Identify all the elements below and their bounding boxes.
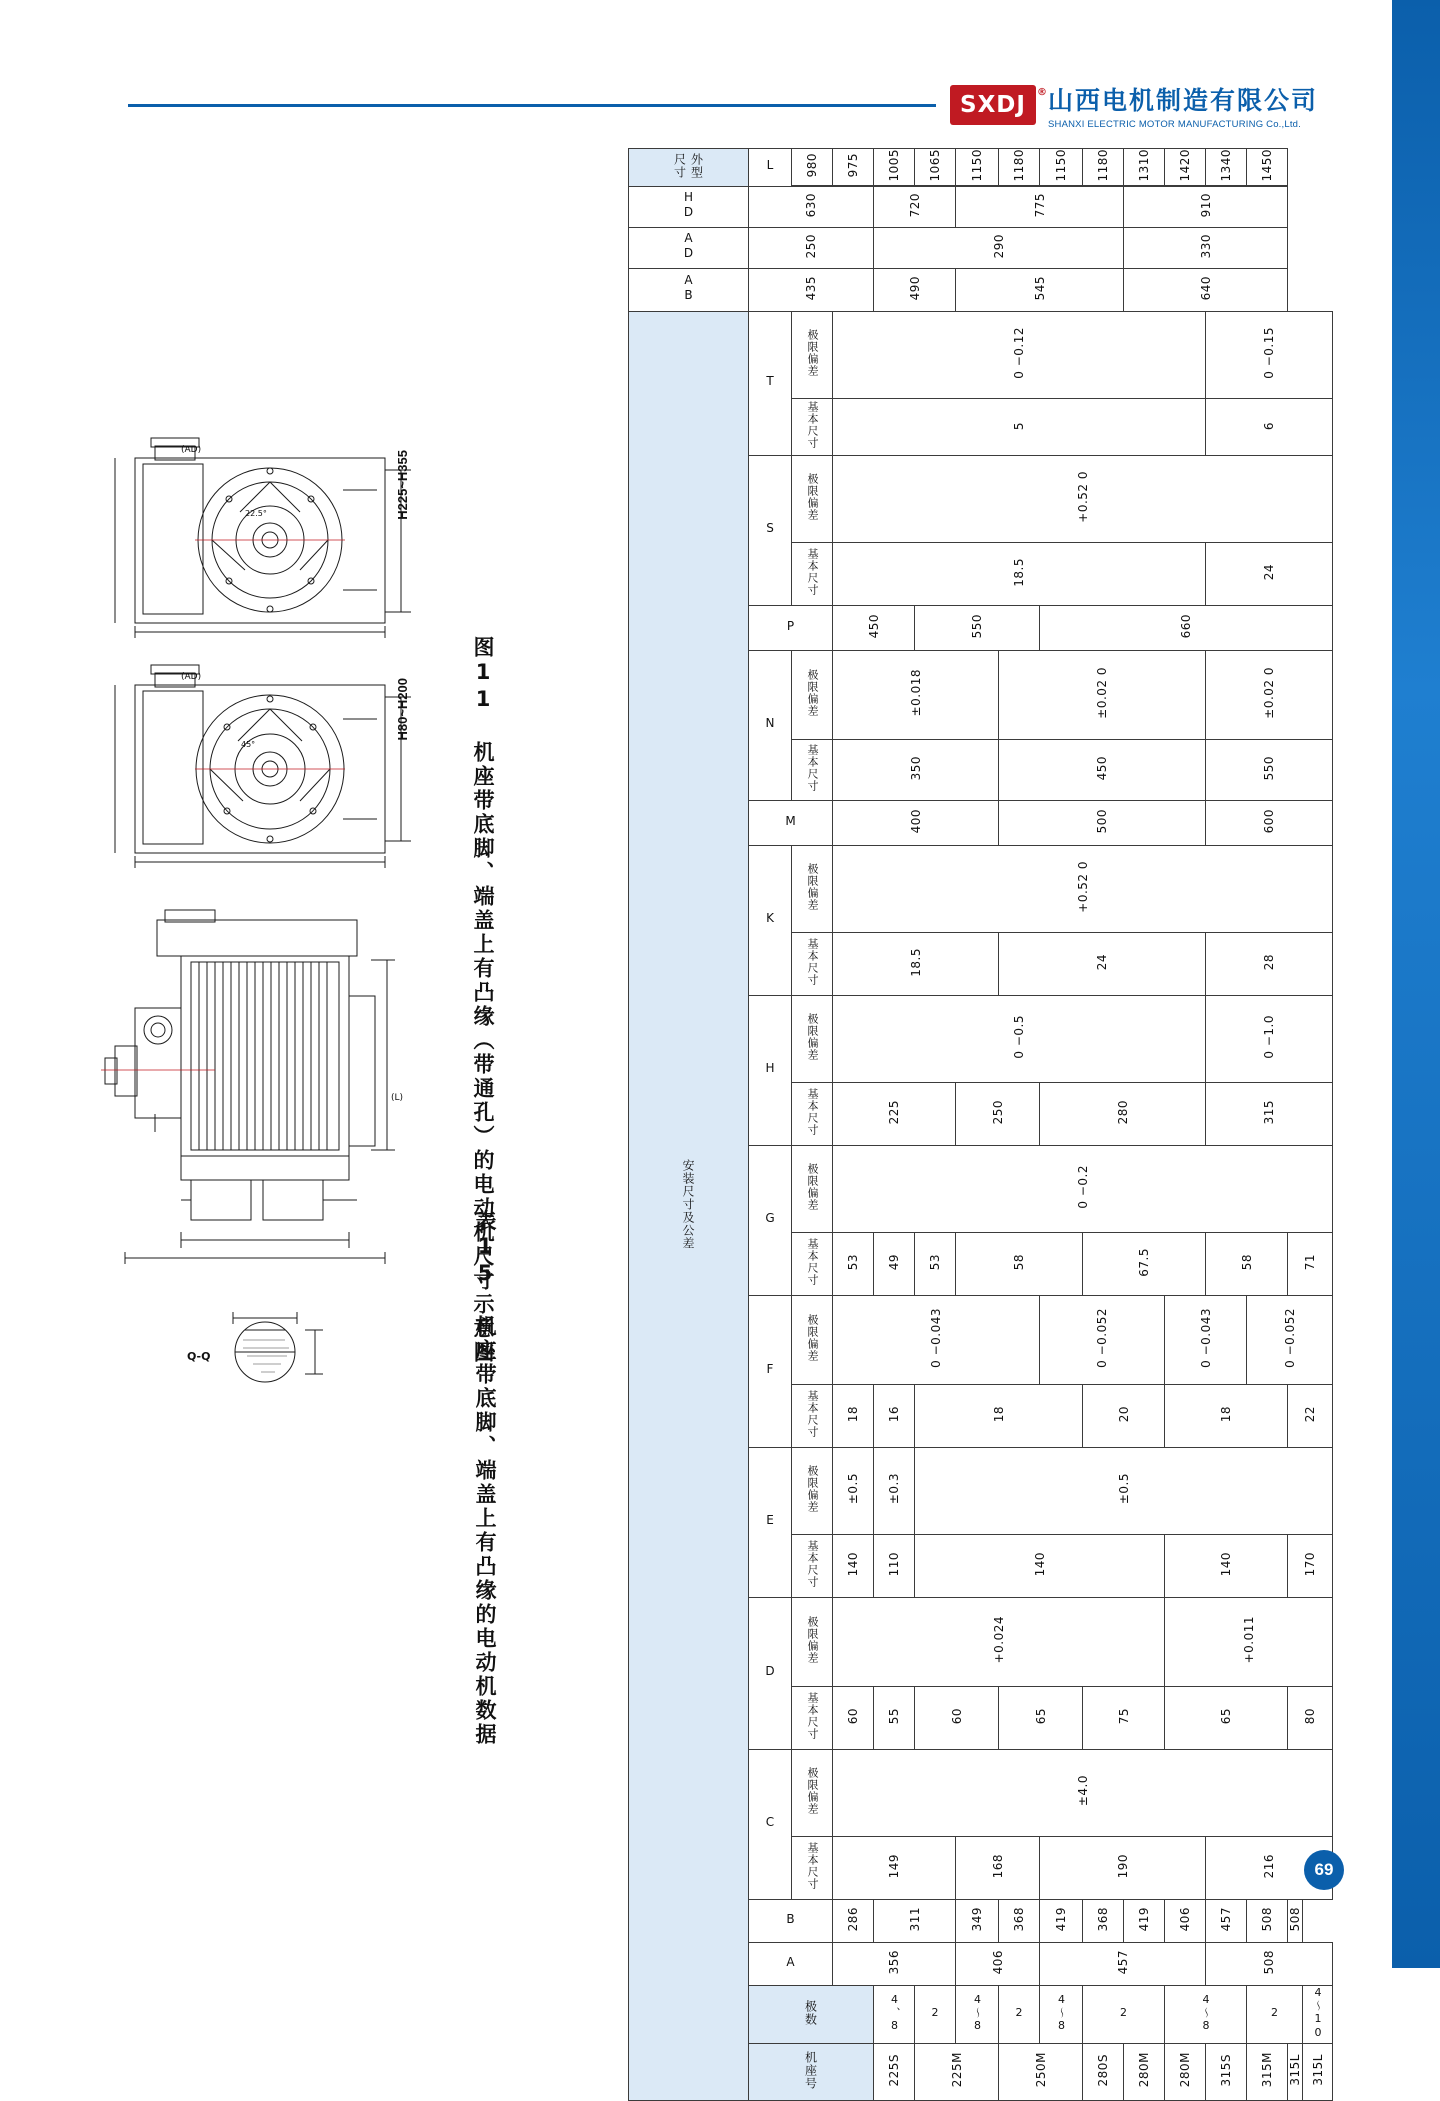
subheader-E-limit: 极限偏差 xyxy=(806,1465,819,1514)
col-header-P: P xyxy=(783,618,798,634)
cell-HD-d: 910 xyxy=(1198,192,1213,218)
col-header-B: B xyxy=(783,1911,798,1927)
cell-frame-4: 280S xyxy=(1096,2053,1110,2087)
cell-poles-6: 2 xyxy=(1117,2005,1130,2020)
figure-view-label-2: H80~H200 xyxy=(395,678,410,741)
cell-G-7: 71 xyxy=(1303,1253,1317,1271)
svg-text:(AD): (AD) xyxy=(181,672,202,682)
cell-L-8: 1150 xyxy=(1054,149,1068,182)
col-header-AB: AB xyxy=(681,273,696,304)
cell-L-3: 1005 xyxy=(887,149,901,182)
cell-M-b: 500 xyxy=(1095,808,1109,834)
brand-text xyxy=(1048,81,1318,130)
cell-AB-a: 435 xyxy=(804,275,818,301)
cell-K-basic-c: 28 xyxy=(1262,953,1276,971)
svg-text:Q-Q: Q-Q xyxy=(187,1350,211,1363)
cell-P-b: 550 xyxy=(970,613,984,639)
cell-H-basic-c: 280 xyxy=(1115,1099,1130,1125)
subheader-N-basic: 基本尺寸 xyxy=(806,744,819,793)
cell-E-5: 170 xyxy=(1303,1551,1317,1577)
cell-B-9: 457 xyxy=(1219,1906,1233,1932)
cell-D-2: 55 xyxy=(887,1707,901,1725)
cell-HD-b: 720 xyxy=(907,192,922,218)
cell-B-2: 311 xyxy=(907,1906,922,1932)
cell-F-4: 20 xyxy=(1116,1405,1131,1423)
cell-frame-3: 250M xyxy=(1033,2052,1048,2088)
cell-T-basic-a: 5 xyxy=(1012,422,1026,431)
cell-F-tol-a: 0 −0.043 xyxy=(929,1308,943,1368)
cell-AD-c: 330 xyxy=(1198,233,1213,259)
col-header-M: M xyxy=(783,813,798,829)
cell-C-1: 149 xyxy=(887,1853,901,1879)
table-row xyxy=(629,311,1333,398)
col-header-T: T xyxy=(763,374,777,390)
cell-A-2: 406 xyxy=(990,1949,1005,1975)
cell-frame-8: 315M xyxy=(1260,2052,1274,2088)
table-row xyxy=(629,186,1333,227)
subheader-S-basic: 基本尺寸 xyxy=(806,548,819,597)
cell-D-1: 60 xyxy=(846,1707,860,1725)
cell-N-tol-c: ±0.02 0 xyxy=(1262,667,1276,719)
cell-poles-3: 4～8 xyxy=(971,1992,984,2033)
cell-M-c: 600 xyxy=(1262,808,1276,834)
col-header-mount: 安装尺寸及公差 xyxy=(681,1158,695,1250)
cell-L-9: 1180 xyxy=(1096,149,1110,182)
cell-S-basic-b: 24 xyxy=(1262,563,1276,581)
cell-F-5: 18 xyxy=(1219,1405,1233,1423)
cell-HD-c: 775 xyxy=(1032,192,1047,218)
cell-H-basic-d: 315 xyxy=(1262,1099,1276,1125)
col-header-frame: 机座号 xyxy=(803,2050,818,2090)
subheader-H-basic: 基本尺寸 xyxy=(806,1088,819,1137)
cell-frame-9: 315L xyxy=(1288,2054,1302,2086)
subheader-N-limit: 极限偏差 xyxy=(806,669,819,718)
cell-H-basic-a: 225 xyxy=(887,1099,901,1125)
figure-group xyxy=(95,430,475,1560)
cell-H-tol-b: 0 −1.0 xyxy=(1262,1015,1276,1059)
cell-poles-8: 2 xyxy=(1268,2005,1281,2020)
subheader-C-limit: 极限偏差 xyxy=(806,1767,819,1816)
col-header-K: K xyxy=(763,911,777,927)
cell-T-tol-b: 0 −0.15 xyxy=(1262,327,1276,379)
subheader-K-limit: 极限偏差 xyxy=(806,863,819,912)
cell-G-1: 53 xyxy=(846,1253,860,1271)
cell-F-tol-c: 0 −0.043 xyxy=(1198,1308,1213,1368)
cell-N-tol-b: ±0.02 0 xyxy=(1095,667,1109,719)
figure-view-q-q-section xyxy=(173,1290,353,1410)
cell-E-tol-2: ±0.3 xyxy=(887,1473,901,1505)
col-header-N: N xyxy=(763,716,777,732)
cell-B-5: 419 xyxy=(1054,1906,1068,1932)
cell-M-a: 400 xyxy=(908,808,923,834)
cell-F-6: 22 xyxy=(1303,1405,1317,1423)
col-header-poles: 极数 xyxy=(803,1999,818,2026)
col-header-E: E xyxy=(763,1513,777,1529)
cell-P-a: 450 xyxy=(866,613,881,639)
cell-frame-7: 315S xyxy=(1219,2053,1233,2087)
cell-E-tol-3: ±0.5 xyxy=(1116,1473,1131,1505)
subheader-T-basic: 基本尺寸 xyxy=(806,401,819,450)
cell-H-tol-a: 0 −0.5 xyxy=(1012,1015,1026,1059)
cell-F-1: 18 xyxy=(846,1405,860,1423)
page-edge-bar-gap xyxy=(1386,0,1392,1968)
subheader-H-limit: 极限偏差 xyxy=(806,1013,819,1062)
table-row xyxy=(629,149,1333,186)
cell-L-6: 1150 xyxy=(970,149,984,182)
brand-name-cn: 山西电机制造有限公司 xyxy=(1047,85,1318,115)
cell-C-tol: ±4.0 xyxy=(1075,1775,1090,1807)
cell-L-15: 1450 xyxy=(1260,149,1274,182)
col-header-H: H xyxy=(763,1061,777,1077)
col-header-S: S xyxy=(763,521,777,537)
cell-G-5: 67.5 xyxy=(1137,1247,1151,1277)
cell-F-2: 16 xyxy=(887,1405,901,1423)
page-number-badge: 69 xyxy=(1304,1850,1344,1890)
cell-N-basic-c: 550 xyxy=(1262,755,1276,781)
cell-T-basic-b: 6 xyxy=(1262,422,1276,431)
cell-D-3: 60 xyxy=(949,1707,964,1725)
cell-D-4: 65 xyxy=(1033,1707,1048,1725)
subheader-D-basic: 基本尺寸 xyxy=(806,1692,819,1741)
cell-L-7: 1180 xyxy=(1012,149,1026,182)
cell-E-tol-1: ±0.5 xyxy=(846,1473,860,1505)
cell-B-11: 508 xyxy=(1288,1906,1302,1932)
logo-mark-sxdj xyxy=(950,85,1048,125)
cell-D-tol-b: +0.011 xyxy=(1241,1616,1256,1664)
cell-A-3: 457 xyxy=(1115,1949,1130,1975)
cell-AD-a: 250 xyxy=(804,233,818,259)
page-edge-bar xyxy=(1392,0,1440,1968)
cell-T-tol-a: 0 −0.12 xyxy=(1012,327,1026,379)
svg-text:(L): (L) xyxy=(391,1093,404,1103)
cell-AB-d: 640 xyxy=(1198,275,1213,301)
col-header-L: L xyxy=(763,158,777,174)
cell-poles-4: 2 xyxy=(1012,2005,1026,2020)
subheader-T-limit: 极限偏差 xyxy=(806,329,819,378)
cell-frame-2: 225M xyxy=(949,2052,964,2088)
col-header-D: D xyxy=(763,1664,777,1680)
registered-icon: ® xyxy=(1036,87,1048,98)
cell-E-1: 140 xyxy=(846,1551,860,1577)
cell-S-tol: +0.52 0 xyxy=(1075,471,1090,523)
table-caption: 表15 机座带底脚、端盖上有凸缘的电动机数据 xyxy=(473,1210,497,1747)
svg-text:(AD): (AD) xyxy=(181,445,202,455)
subheader-G-limit: 极限偏差 xyxy=(806,1163,819,1212)
cell-B-3: 349 xyxy=(970,1906,984,1932)
cell-C-2: 168 xyxy=(990,1853,1005,1879)
page-header xyxy=(128,78,1318,132)
spec-table-wrap xyxy=(628,148,1333,2101)
cell-N-tol-a: ±0.018 xyxy=(908,669,923,717)
cell-poles-9: 4～10 xyxy=(1311,1985,1325,2040)
cell-D-7: 80 xyxy=(1303,1707,1317,1725)
cell-B-4: 368 xyxy=(1012,1906,1026,1932)
cell-poles-7: 4～8 xyxy=(1199,1992,1213,2033)
cell-G-6: 58 xyxy=(1239,1253,1254,1271)
brand-name-en: SHANXI ELECTRIC MOTOR MANUFACTURING Co.,Ltd. xyxy=(1047,118,1302,130)
cell-C-4: 216 xyxy=(1262,1853,1276,1879)
col-header-A: A xyxy=(783,1954,798,1970)
cell-L-10: 1310 xyxy=(1137,149,1151,182)
figure-caption: 图11 机座带底脚、端盖上有凸缘（带通孔）的电动机尺寸示意图 xyxy=(471,636,495,1365)
cell-frame-6: 280M xyxy=(1178,2052,1192,2088)
svg-text:22.5°: 22.5° xyxy=(245,509,267,518)
col-header-G: G xyxy=(763,1211,777,1227)
subheader-S-limit: 极限偏差 xyxy=(806,473,819,522)
figure-view-side-elevation xyxy=(95,900,455,1270)
subheader-F-limit: 极限偏差 xyxy=(806,1314,819,1363)
cell-E-4: 140 xyxy=(1219,1551,1233,1577)
cell-B-6: 368 xyxy=(1096,1906,1110,1932)
table-row xyxy=(629,227,1333,268)
subheader-C-basic: 基本尺寸 xyxy=(806,1842,819,1891)
cell-D-5: 75 xyxy=(1116,1707,1131,1725)
cell-S-basic-a: 18.5 xyxy=(1012,557,1026,587)
cell-L-11: 1420 xyxy=(1178,149,1192,182)
svg-text:45°: 45° xyxy=(241,740,256,749)
cell-F-tol-b: 0 −0.052 xyxy=(1095,1308,1109,1368)
col-header-C: C xyxy=(763,1815,777,1831)
subheader-E-basic: 基本尺寸 xyxy=(806,1540,819,1589)
cell-C-3: 190 xyxy=(1115,1853,1130,1879)
cell-E-2: 110 xyxy=(887,1551,901,1577)
cell-frame-10: 315L xyxy=(1310,2054,1325,2086)
subheader-G-basic: 基本尺寸 xyxy=(806,1238,819,1287)
subheader-D-limit: 极限偏差 xyxy=(806,1616,819,1665)
cell-G-2: 49 xyxy=(887,1253,901,1271)
cell-F-3: 18 xyxy=(991,1405,1006,1423)
subheader-F-basic: 基本尺寸 xyxy=(806,1390,819,1439)
cell-F-tol-d: 0 −0.052 xyxy=(1282,1308,1297,1368)
cell-K-basic-a: 18.5 xyxy=(908,947,923,977)
cell-K-tol: +0.52 0 xyxy=(1075,861,1090,913)
cell-H-basic-b: 250 xyxy=(990,1099,1005,1125)
col-header-outline: 外型尺寸 xyxy=(672,152,704,179)
cell-L-4: 1065 xyxy=(928,149,942,182)
cell-L-2: 975 xyxy=(846,153,860,178)
cell-D-6: 65 xyxy=(1219,1707,1233,1725)
cell-G-tol: 0 −0.2 xyxy=(1075,1165,1090,1209)
col-header-HD: HD xyxy=(681,190,696,221)
cell-A-1: 356 xyxy=(887,1949,901,1975)
cell-frame-1: 225S xyxy=(887,2053,901,2087)
cell-G-3: 53 xyxy=(928,1253,942,1271)
subheader-K-basic: 基本尺寸 xyxy=(806,938,819,987)
cell-B-7: 419 xyxy=(1137,1906,1151,1932)
cell-G-4: 58 xyxy=(1012,1253,1026,1271)
brand-logo xyxy=(936,78,1318,132)
cell-B-8: 406 xyxy=(1178,1906,1192,1932)
cell-B-1: 286 xyxy=(846,1906,860,1932)
cell-frame-5: 280M xyxy=(1137,2052,1151,2088)
cell-D-tol-a: +0.024 xyxy=(991,1616,1006,1664)
cell-P-c: 660 xyxy=(1179,613,1193,639)
cell-AB-c: 545 xyxy=(1032,275,1047,301)
col-header-AD: AD xyxy=(681,231,696,262)
cell-AB-b: 490 xyxy=(907,275,922,301)
table-row xyxy=(629,268,1333,311)
cell-poles-1: 4、8 xyxy=(888,1992,901,2033)
cell-L-13: 1340 xyxy=(1219,149,1233,182)
cell-HD-a: 630 xyxy=(804,192,818,218)
col-header-F: F xyxy=(763,1362,777,1378)
cell-N-basic-b: 450 xyxy=(1095,755,1109,781)
cell-poles-2: 2 xyxy=(928,2005,942,2020)
cell-N-basic-a: 350 xyxy=(908,755,923,781)
cell-A-4: 508 xyxy=(1262,1949,1276,1975)
figure-view-label-1: H225~H355 xyxy=(395,450,410,520)
logo-mark-text: SXDJ xyxy=(960,92,1026,118)
cell-B-10: 508 xyxy=(1260,1906,1274,1932)
cell-E-3: 140 xyxy=(1032,1551,1047,1577)
cell-poles-5: 4～8 xyxy=(1055,1992,1068,2033)
cell-AD-b: 290 xyxy=(991,233,1006,259)
spec-table xyxy=(628,148,1333,2101)
cell-L-1: 980 xyxy=(805,153,819,178)
cell-K-basic-b: 24 xyxy=(1095,953,1109,971)
